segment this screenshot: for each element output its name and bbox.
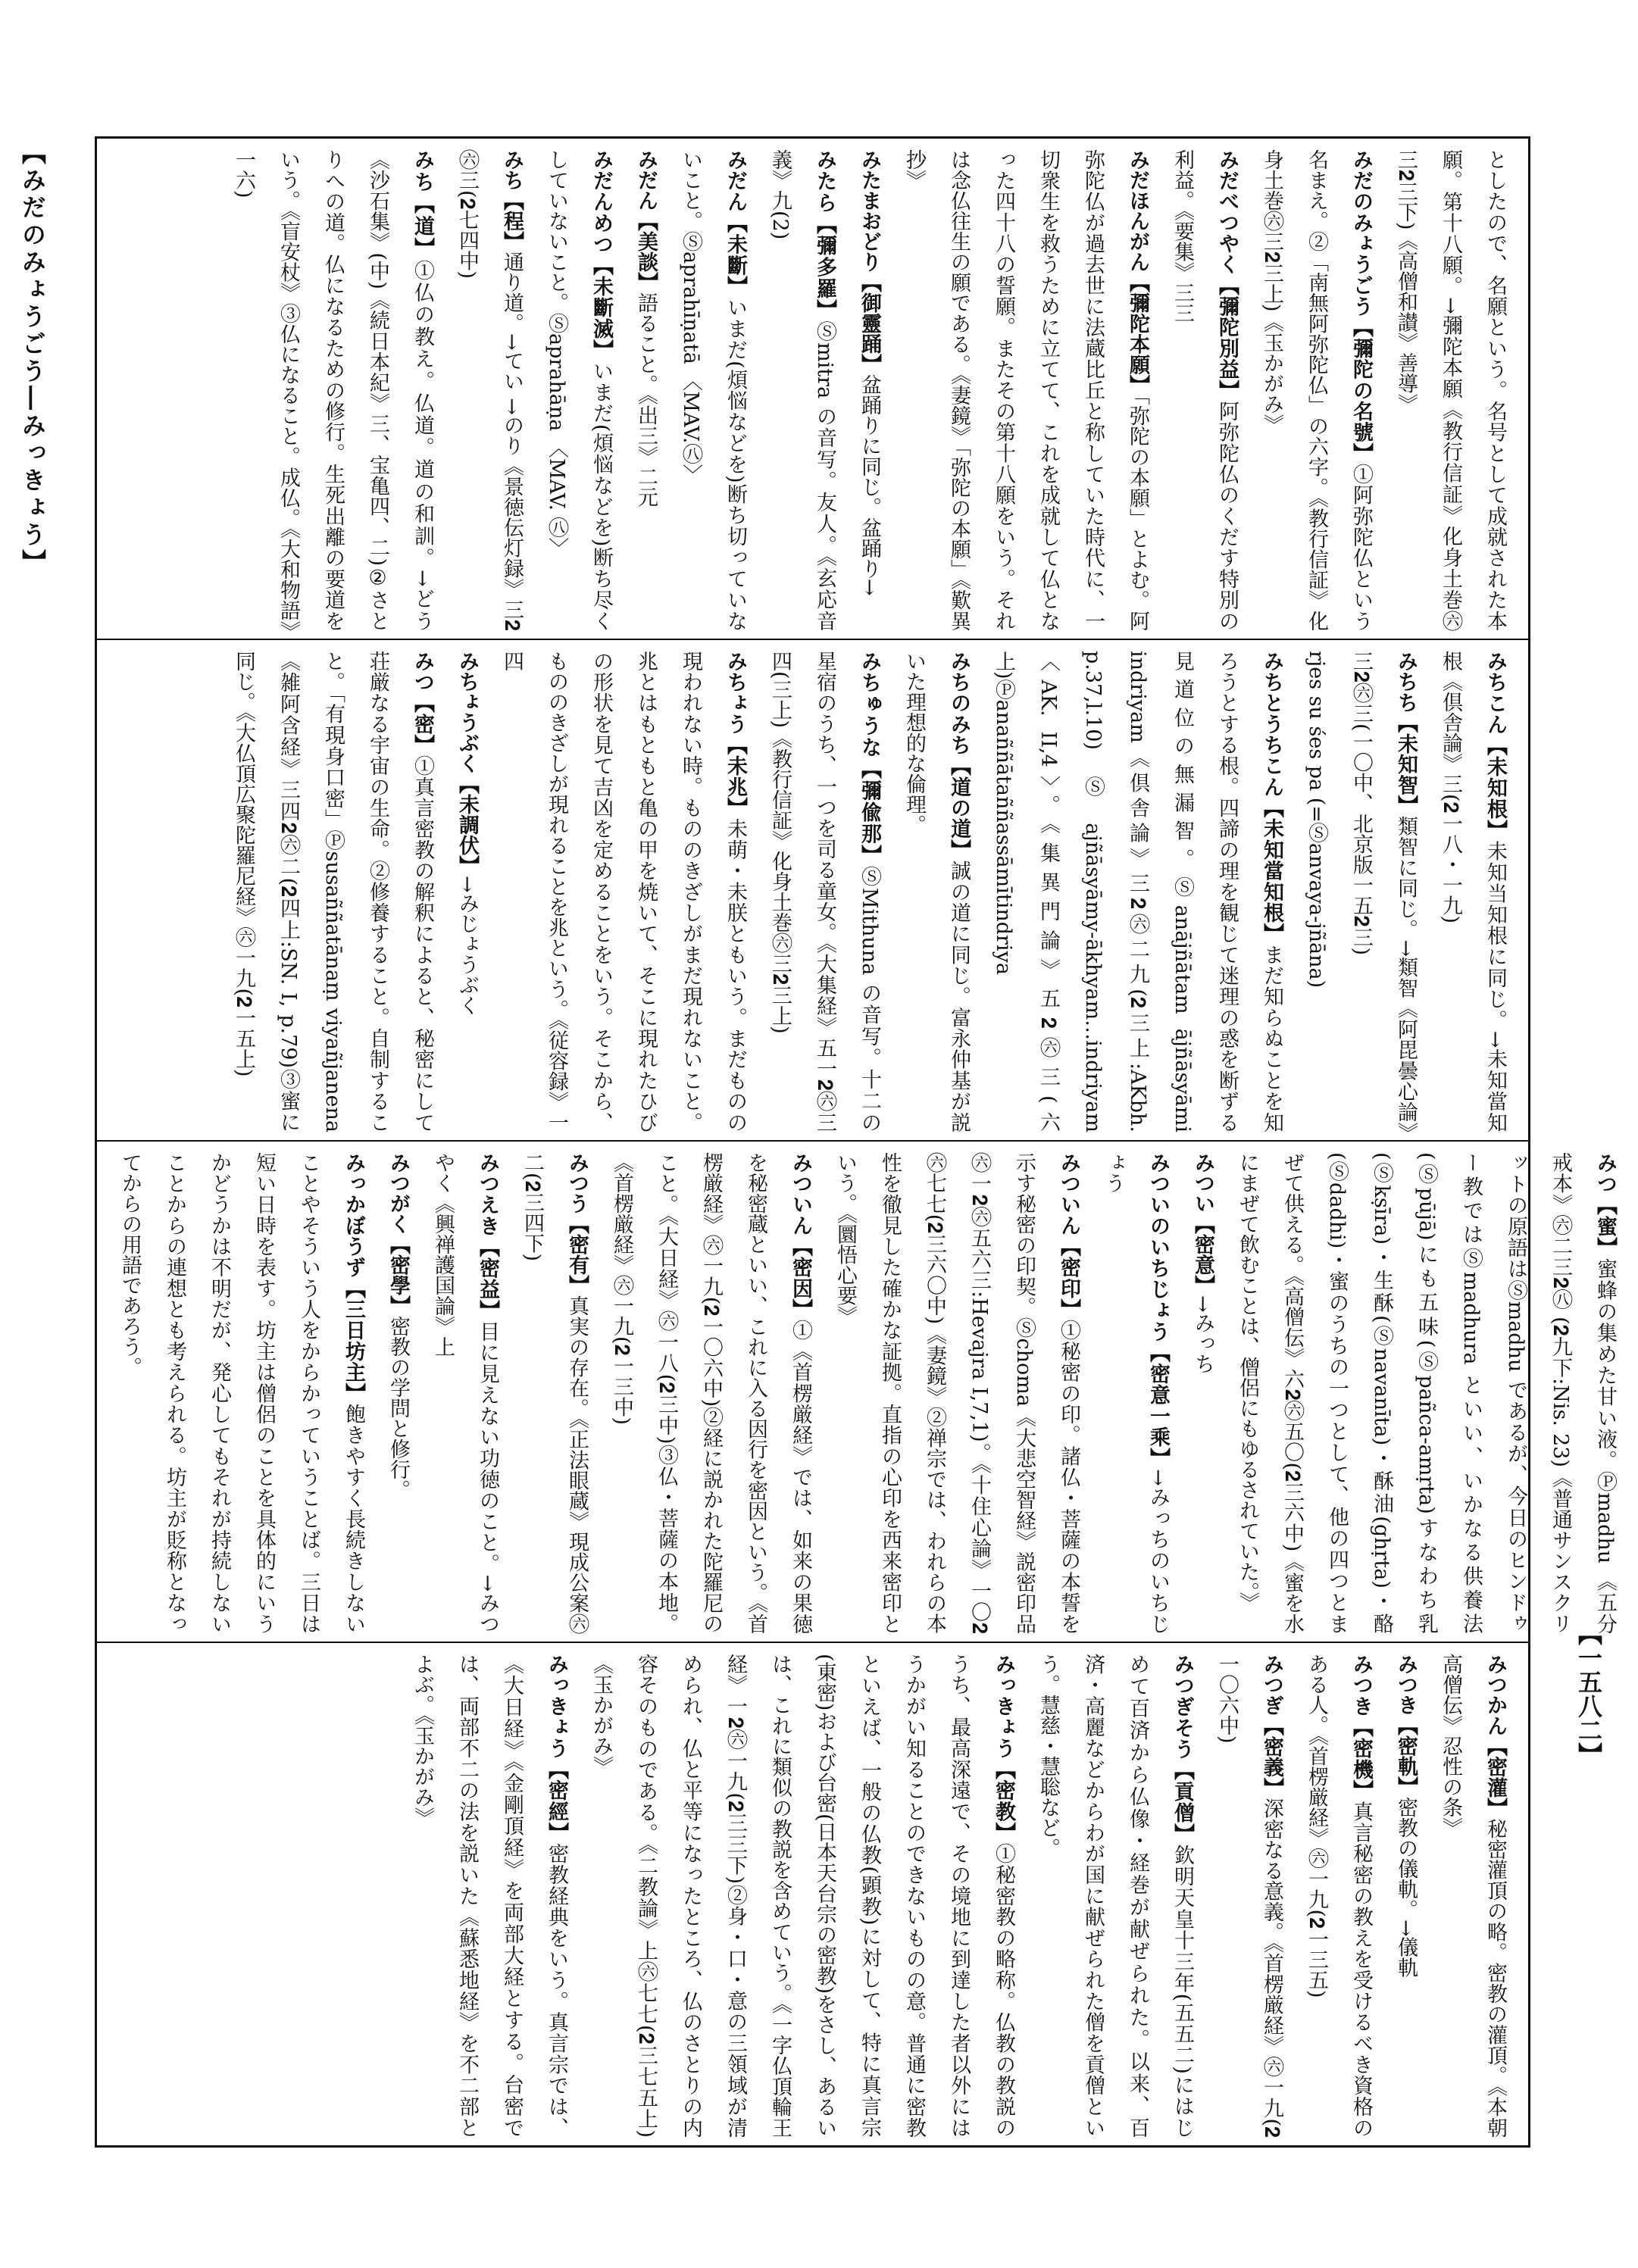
entry-definition: いまだ(煩悩などを)断ち尽くしていないこと。Ⓢaprahāṇa 〈MAV. ㊇〉 [545,149,613,632]
entry-definition: 飽きやすく長続きしないことやそういう人をからかっていうことば。三日は短い日時を表す。坊主は僧侶のことを具体的にいうかどうかは不明だが、発心してもそれが持続しないことからの連想とも考えられる。坊主が貶称となってからの用語であろう。 [118,1152,365,1635]
entry-definition: ①阿弥陀仏という名まえ。②「南無阿弥陀仏」の六字。《教行信証》化身土巻㊅三𝟐三上)《玉かがみ》 [1260,149,1373,632]
entry-definition: 真言秘密の教えを受けるべき資格のある人。《首楞厳経》㊅一九(𝟐一三五) [1305,1654,1373,2138]
entry-definition: ①秘密の印。諸仏・菩薩の本誓を示す秘密の印契。Ⓢchoma《大悲空智経》説密印品㊅一𝟐㊅五六三:Hevajra I,7,1)。《十住心論》一〇𝟐㊅七七(𝟐三六〇中)《妻鏡》②禅宗では、われらの本性を徹見した確かな証拠。直指の心印を西来密印という。《圜悟心要》 [833,1152,1080,1635]
column-2 [97,639,1528,1140]
entry-headword: みついん【密印】 [1057,1152,1080,1320]
entry-definition: 「弥陀の本願」とよむ。阿弥陀仏が過去世に法蔵比丘と称していた時代に、一切衆生を救うために立てて、これを成就して仏となった四十八の誓願。またその第十八願をいう。それは念仏往生の願である。《妻鏡》「弥陀の本願」《歎異抄》 [902,149,1149,632]
entry-headword: みつぎそう【貢僧】 [1171,1654,1194,1845]
entry-definition: 密教の儀軌。→儀軌 [1394,1797,1418,1978]
dictionary-entry [445,149,534,631]
dictionary-entry [489,651,758,1132]
entry-definition: いまだ(煩悩などを)断ち切っていないこと。Ⓢaprahīṇatā 〈MAV.㊇〉 [679,149,747,631]
entry-headword: みちち【未知智】 [1394,651,1418,817]
entry-headword: みつがく【密學】 [386,1152,410,1316]
column-4 [97,1642,1528,2145]
entry-headword: みつき【密軌】 [1394,1654,1418,1797]
dictionary-entry [1294,651,1339,1132]
column-3 [97,1140,1617,1642]
dictionary-entry [1091,1152,1180,1634]
dictionary-entry [221,149,445,631]
entry-headword: みだんめつ【未斷滅】 [589,149,613,361]
entry-headword: みだほんがん【彌陀本願】 [1126,149,1149,395]
entry-headword: みちとうちこん【未知當知根】 [1260,651,1283,945]
dictionary-entry [1026,1654,1205,2138]
dictionary-entry [847,149,892,631]
entry-definition: 誠の道に同じ。富永仲基が説いた理想的な倫理。 [902,651,971,1133]
entry-definition: →みっちのいちじょう [1102,1152,1170,1635]
dictionary-entry [1160,149,1249,631]
dictionary-entry [1428,1654,1518,2138]
entry-headword: みっかぼうず【三日坊主】 [342,1152,365,1404]
entry-definition: 秘密灌頂の略。密教の灌頂。《本朝高僧伝》忍性の条》 [1439,1654,1507,2138]
entry-definition: 盆踊りに同じ。盆踊り→ [858,374,881,596]
entry-definition: 語ること。《出三》二元 [634,292,658,508]
dictionary-entry [510,1152,599,1634]
entry-headword: みつう【密有】 [565,1152,589,1296]
entry-headword: みちのみち【道の道】 [947,651,971,861]
dictionary-entry [376,1152,420,1634]
dictionary-entry [758,651,892,1132]
dictionary-entry [758,149,847,631]
dictionary-entry [981,651,1294,1132]
entry-definition: 蜜蜂の集めた甘い液。Ⓟmadhu 《五分戒本》㊅二三𝟐㊇ (𝟐九下:Nis. 23)《普通サンスクリットの原語はⓈmadhu であるが、今日のヒンドゥー教ではⓈmadhura といい、いかなる供養法(Ⓢpūjā)にも五味(Ⓢpañca-amṛta)すなわち乳(Ⓢkṣīra)・生酥(Ⓢnavanīta)・酥油(ghṛta)・酪(Ⓢdadhi)・蜜のうちの一つとして、他の四つとまぜて供える。《高僧伝》六𝟐㊅五〇(𝟐三六中)《蜜を水にまぜて飲むことは、僧侶にもゆるされていた。》 [1236,1152,1617,1634]
entry-headword: みつえき【密益】 [476,1152,499,1322]
dictionary-entry [1249,149,1383,631]
entry-definition: 真実の存在。《正法眼蔵》現成公案㊅二(𝟐三四下) [520,1152,589,1635]
dictionary-entry [108,1152,376,1634]
dictionary-entry [579,1654,1026,2138]
entry-headword: みちゅうな【彌偸那】 [858,651,881,867]
entry-headword: みちょう【未兆】 [724,651,747,819]
dictionary-entry [534,149,624,631]
dictionary-entry [624,149,668,631]
dictionary-entry [445,651,489,1132]
entry-headword: みだべつやく【彌陀別益】 [1215,149,1239,401]
entry-definition: 深密なる意義。《首楞厳経》㊅一九(𝟐一〇六中) [1215,1654,1283,2138]
entry-headword: みたら【彌多羅】 [813,149,836,321]
dictionary-entry [1205,1654,1294,2138]
entry-headword: みつき【密機】 [1349,1654,1373,1801]
entry-definition: 通り道。→てい →のり《景徳伝灯録》三𝟐㊅三(𝟐七四中) [455,149,524,632]
dictionary-entry [400,1654,579,2138]
entry-headword: みちこん【未知根】 [1483,651,1507,841]
entry-headword: みち【道】 [411,149,434,261]
dictionary-entry [1180,1152,1225,1634]
entry-definition: 密教経典をいう。真言宗では、《大日経》《金剛頂経》を両部大経とする。台密では、両部不二の法を説いた《蘇悉地経》を不二部とよぶ。《玉かがみ》 [411,1654,568,2138]
entry-headword: みち【程】 [500,149,524,252]
entry-headword: みっきょう【密經】 [545,1654,568,1844]
dictionary-entry [1225,1152,1627,1634]
entry-headword: みついのいちじょう【密意一乘】 [1146,1152,1170,1470]
entry-definition: ①真言密教の解釈によると、秘密にして荘厳なる宇宙の生命。②修養すること。自制すること。「有現身口密」Ⓟsusaññatānaṃ viyañjanena《雑阿含経》三四𝟐㊅二(𝟐四上:SN. I, p.79)③蜜に同じ。《大仏頂広聚陀羅尼経》㊅一九(𝟐一五上) [232,651,434,1133]
dictionary-entry [599,1152,823,1634]
entry-headword: みちょうぶく【未調伏】 [455,651,479,876]
entry-definition: →みっち [1191,1295,1214,1374]
dictionary-entry [1339,651,1428,1132]
entry-definition: 未知当知根に同じ。→未知當知根《倶舎論》三(𝟐一八・一九) [1439,651,1507,1133]
entry-definition: ①秘密教の略称。仏教の教説のうち、最高深遠で、その境地に到達した者以外にはうかがい知ることのできないものの意。普通に密教といえば、一般の仏教(顕教)に対して、特に真言宗(東密)および台密(日本天台宗の密教)をさし、あるいは、これに類似の教説を含めていう。《一字仏頂輪王経》一𝟐㊅一九(𝟐三三下)②身・口・意の三領域が清められ、仏と平等になったところ、仏のさとりの内容そのものである。《二教論》上㊅七七(𝟐三七五上)《玉かがみ》 [589,1654,1015,2138]
dictionary-entry [1383,1654,1428,2138]
entry-headword: みついん【密因】 [789,1152,812,1320]
entry-definition: 未萌・未朕ともいう。まだものの現われない時。もののきざしがまだ現れないこと。兆とはもともと亀の甲を焼いて、そこに現れたひびの形状を見て吉凶を定めることをいう。そこから、もののきざしが現れることを兆という。《従容録》一四 [500,651,747,1133]
entry-definition: ①仏の教え。仏道。道の和訓。→どう《沙石集》(中)《続日本紀》三、宝亀四、二)②さとりへの道。仏になるための修行。生死出離の要道をいう。《盲安杖》③仏になること。成仏。《大和物語》一六) [232,149,434,632]
entry-definition: としたので、名願という。名号として成就された本願。第十八願。→彌陀本願《教行信証》化身土巻㊅三𝟐三下)《高僧和讃》善導》 [1394,149,1507,631]
entry-definition: 密教の学問と修行。 [386,1316,410,1500]
entry-definition: まだ知らぬことを知ろうとする根。四諦の理を観じて迷理の惑を断ずる見道位の無漏智。Ⓢanājñātam ājñāsyāmi indriyam《倶舎論》三𝟐㊅二九(𝟐三上:AKbh. p.37,l.10)Ⓢajñāsyāmy-ākhyam…indriyam 〈AK. II,4〉。《集異門論》五𝟐㊅三(六上)Ⓟanaññātaññassāmītindriya [992,651,1283,1133]
entry-definition: 欽明天皇十三年(五五二)にはじめて百済から仏像・経巻が献ぜられた。以来、百済・高麗などからわが国に献ぜられた僧を貢僧という。慧慈・慧聡など。 [1036,1654,1194,2138]
dictionary-entry [1428,651,1518,1132]
entry-headword: みつい【密意】 [1191,1152,1214,1295]
dictionary-entry [668,149,758,631]
entry-definition: 阿弥陀仏のくだす特別の利益。《要集》三三 [1171,149,1239,632]
entry-headword: みっきょう【密教】 [992,1654,1015,1844]
entry-definition: Ⓢmitra の音写。友人。《玄応音義》九(2) [768,149,836,631]
entry-definition: ⓈMithuna の音写。十二の星宿のうち、一つを司る童女。《大集経》五一𝟐㊅三四(三上)《教行信証》化身土巻㊅三𝟐三上) [768,651,881,1132]
page-number: 【一五八二】 [1574,1621,1603,1767]
entry-definition: ①《首楞厳経》では、如来の果徳を秘密蔵といい、これに入る因行を密因という。《首楞厳経》㊅一九(𝟐一〇六中)②経に説かれた陀羅尼のこと。《大日経》㊅一八(𝟐三中)③仏・菩薩の本地。《首楞厳経》㊅一九(𝟐一三中) [610,1152,812,1635]
running-head: 【みだのみょうごう―みっきょう】 [18,140,47,576]
entry-definition: →みじょうぶく [455,876,479,1016]
dictionary-entry [892,651,981,1132]
dictionary-entry [892,149,1160,631]
dictionary-entry [420,1152,510,1634]
dictionary-entry [1294,1654,1383,2138]
entry-definition: 類智に同じ。→類智《阿毘曇心論》三𝟐㊅三(一〇中、北京版一五𝟐三) [1349,651,1418,1133]
entry-headword: みつかん【密灌】 [1483,1654,1507,1819]
entry-definition: rjes su śes pa (=Ⓢanvaya-jñāna) [1305,651,1328,989]
entry-headword: みだん【未斷】 [724,149,747,298]
entry-headword: みつぎ【密義】 [1260,1654,1283,1798]
column-1 [97,139,1528,639]
entry-definition: 目に見えない功徳のこと。→みつやく《興禅護国論》上 [431,1152,499,1634]
dictionary-entry [221,651,445,1132]
entry-headword: みつ【蜜】 [1593,1152,1617,1259]
entry-headword: みたまおどり【御靈踊】 [858,149,881,374]
entry-headword: みつ【密】 [411,651,434,756]
dictionary-entry [1383,149,1518,631]
entry-headword: みだのみょうごう【彌陀の名號】 [1349,149,1373,464]
entry-headword: みだん【美談】 [634,149,658,292]
dictionary-entry [823,1152,1091,1634]
